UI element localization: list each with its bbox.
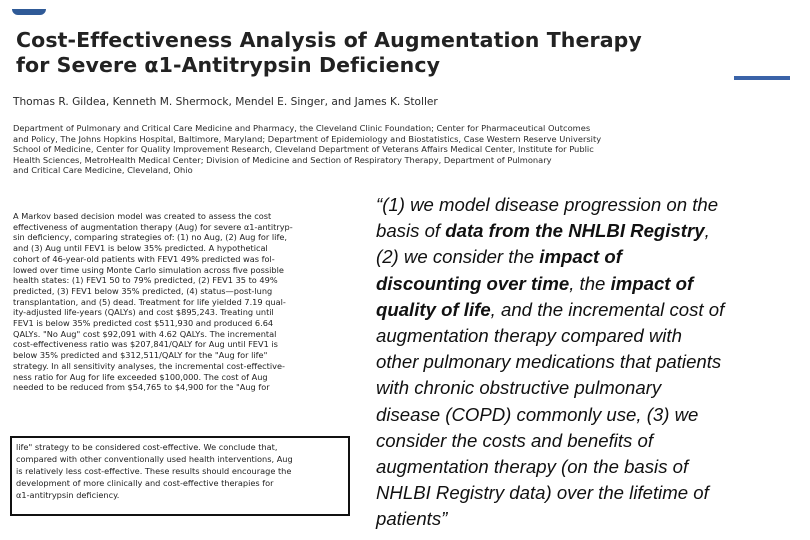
affiliation-line: and Critical Care Medicine, Cleveland, Ohio bbox=[13, 165, 193, 176]
abstract-line: lowed over time using Monte Carlo simulation across five possible bbox=[13, 264, 284, 275]
affiliation-line: Department of Pulmonary and Critical Care Medicine and Pharmacy, the Cleveland Clinic Foundation; Center for Pharmaceutical Outcomes bbox=[13, 123, 591, 133]
quote-emphasis: discounting over time bbox=[376, 272, 570, 294]
methods-quote bbox=[376, 192, 801, 533]
affiliations bbox=[13, 123, 703, 176]
abstract-line: ness ratio for Aug for life exceeded $100,000. The cost of Aug bbox=[13, 371, 268, 382]
journal-logo-mark bbox=[12, 9, 46, 15]
quote-line: “(1) we model disease progression on the bbox=[376, 194, 719, 215]
quote-fragment: basis of bbox=[376, 220, 446, 242]
title-line-1: Cost-Effectiveness Analysis of Augmentation Therapy bbox=[16, 28, 642, 52]
quote-line: other pulmonary medications that patients bbox=[376, 351, 722, 373]
quote-fragment: (2) we consider the bbox=[376, 246, 540, 268]
quote-emphasis: impact of bbox=[539, 246, 622, 268]
quote-line: augmentation therapy (on the basis of bbox=[376, 456, 689, 478]
paper-title bbox=[16, 28, 716, 78]
abstract-line: cost-effectiveness ratio was $207,841/QALY for Aug until FEV1 is bbox=[13, 339, 278, 350]
abstract-line: A Markov based decision model was created to assess the cost bbox=[13, 211, 272, 221]
conclusion-line: is relatively less cost-effective. These results should encourage the bbox=[16, 466, 292, 476]
quote-fragment: , and the incremental cost of bbox=[490, 298, 725, 320]
conclusion-line: life" strategy to be considered cost-effective. We conclude that, bbox=[16, 442, 278, 452]
quote-emphasis: data from the NHLBI Registry bbox=[445, 220, 705, 242]
abstract-line: FEV1 is below 35% predicted cost $511,930 and produced 6.64 bbox=[13, 318, 274, 329]
abstract bbox=[13, 211, 355, 393]
abstract-line: cohort of 46-year-old patients with FEV1 49% predicted was fol- bbox=[13, 253, 275, 264]
abstract-line: ity-adjusted life-years (QALYs) and cost $895,243. Treating until bbox=[13, 307, 274, 318]
quote-emphasis: quality of life bbox=[376, 298, 491, 320]
quote-line bbox=[376, 218, 801, 244]
accent-bar bbox=[734, 76, 790, 80]
abstract-line: health states: (1) FEV1 50 to 79% predicted, (2) FEV1 35 to 49% bbox=[13, 275, 278, 286]
conclusion-line: α1-antitrypsin deficiency. bbox=[16, 490, 120, 500]
quote-line bbox=[376, 271, 801, 297]
abstract-line: QALYs. "No Aug" cost $92,091 with 4.62 QALYs. The incremental bbox=[13, 328, 277, 339]
affiliation-line: and Policy, The Johns Hopkins Hospital, Baltimore, Maryland; Department of Epidemiology and Biostatistics, Case Western Reserve University bbox=[13, 133, 602, 144]
conclusion-line: compared with other conventionally used health interventions, Aug bbox=[16, 454, 293, 464]
abstract-line: sin deficiency, comparing strategies of: (1) no Aug, (2) Aug for life, bbox=[13, 232, 287, 243]
affiliation-line: School of Medicine, Center for Quality Improvement Research, Cleveland Department of Veterans Affairs Medical Center, Institute for Public bbox=[13, 144, 594, 155]
abstract-line: and (3) Aug until FEV1 is below 35% predicted. A hypothetical bbox=[13, 243, 268, 254]
title-line-2: for Severe α1-Antitrypsin Deficiency bbox=[16, 53, 441, 77]
abstract-line: transplantation, and (5) dead. Treatment for life yielded 7.19 qual- bbox=[13, 296, 286, 307]
abstract-line: needed to be reduced from $54,765 to $4,900 for the "Aug for bbox=[13, 382, 270, 393]
abstract-line: strategy. In all sensitivity analyses, the incremental cost-effective- bbox=[13, 360, 285, 371]
quote-line: disease (COPD) commonly use, (3) we bbox=[376, 403, 699, 425]
affiliation-line: Health Sciences, MetroHealth Medical Center; Division of Medicine and Section of Respiratory Therapy, Department of Pulmonary bbox=[13, 154, 552, 165]
quote-emphasis: impact of bbox=[610, 272, 694, 294]
abstract-line: effectiveness of augmentation therapy (Aug) for severe α1-antitryp- bbox=[13, 221, 293, 232]
quote-line: consider the costs and benefits of bbox=[376, 429, 654, 451]
abstract-line: below 35% predicted and $312,511/QALY for the "Aug for life" bbox=[13, 350, 268, 361]
author-list: Thomas R. Gildea, Kenneth M. Shermock, Mendel E. Singer, and James K. Stoller bbox=[13, 96, 438, 108]
conclusion-line: development of more clinically and cost-effective therapies for bbox=[16, 478, 274, 488]
quote-line bbox=[376, 297, 801, 323]
quote-line: with chronic obstructive pulmonary bbox=[376, 377, 662, 399]
quote-line bbox=[376, 244, 801, 270]
quote-line: patients” bbox=[376, 508, 448, 530]
quote-fragment: , bbox=[704, 220, 710, 242]
quote-line: augmentation therapy compared with bbox=[376, 325, 682, 347]
conclusion-highlight-box bbox=[10, 436, 350, 516]
abstract-line: predicted, (3) FEV1 below 35% predicted, (4) status—post-lung bbox=[13, 285, 273, 296]
quote-fragment: , the bbox=[569, 272, 611, 294]
quote-line: NHLBI Registry data) over the lifetime of bbox=[376, 482, 709, 504]
